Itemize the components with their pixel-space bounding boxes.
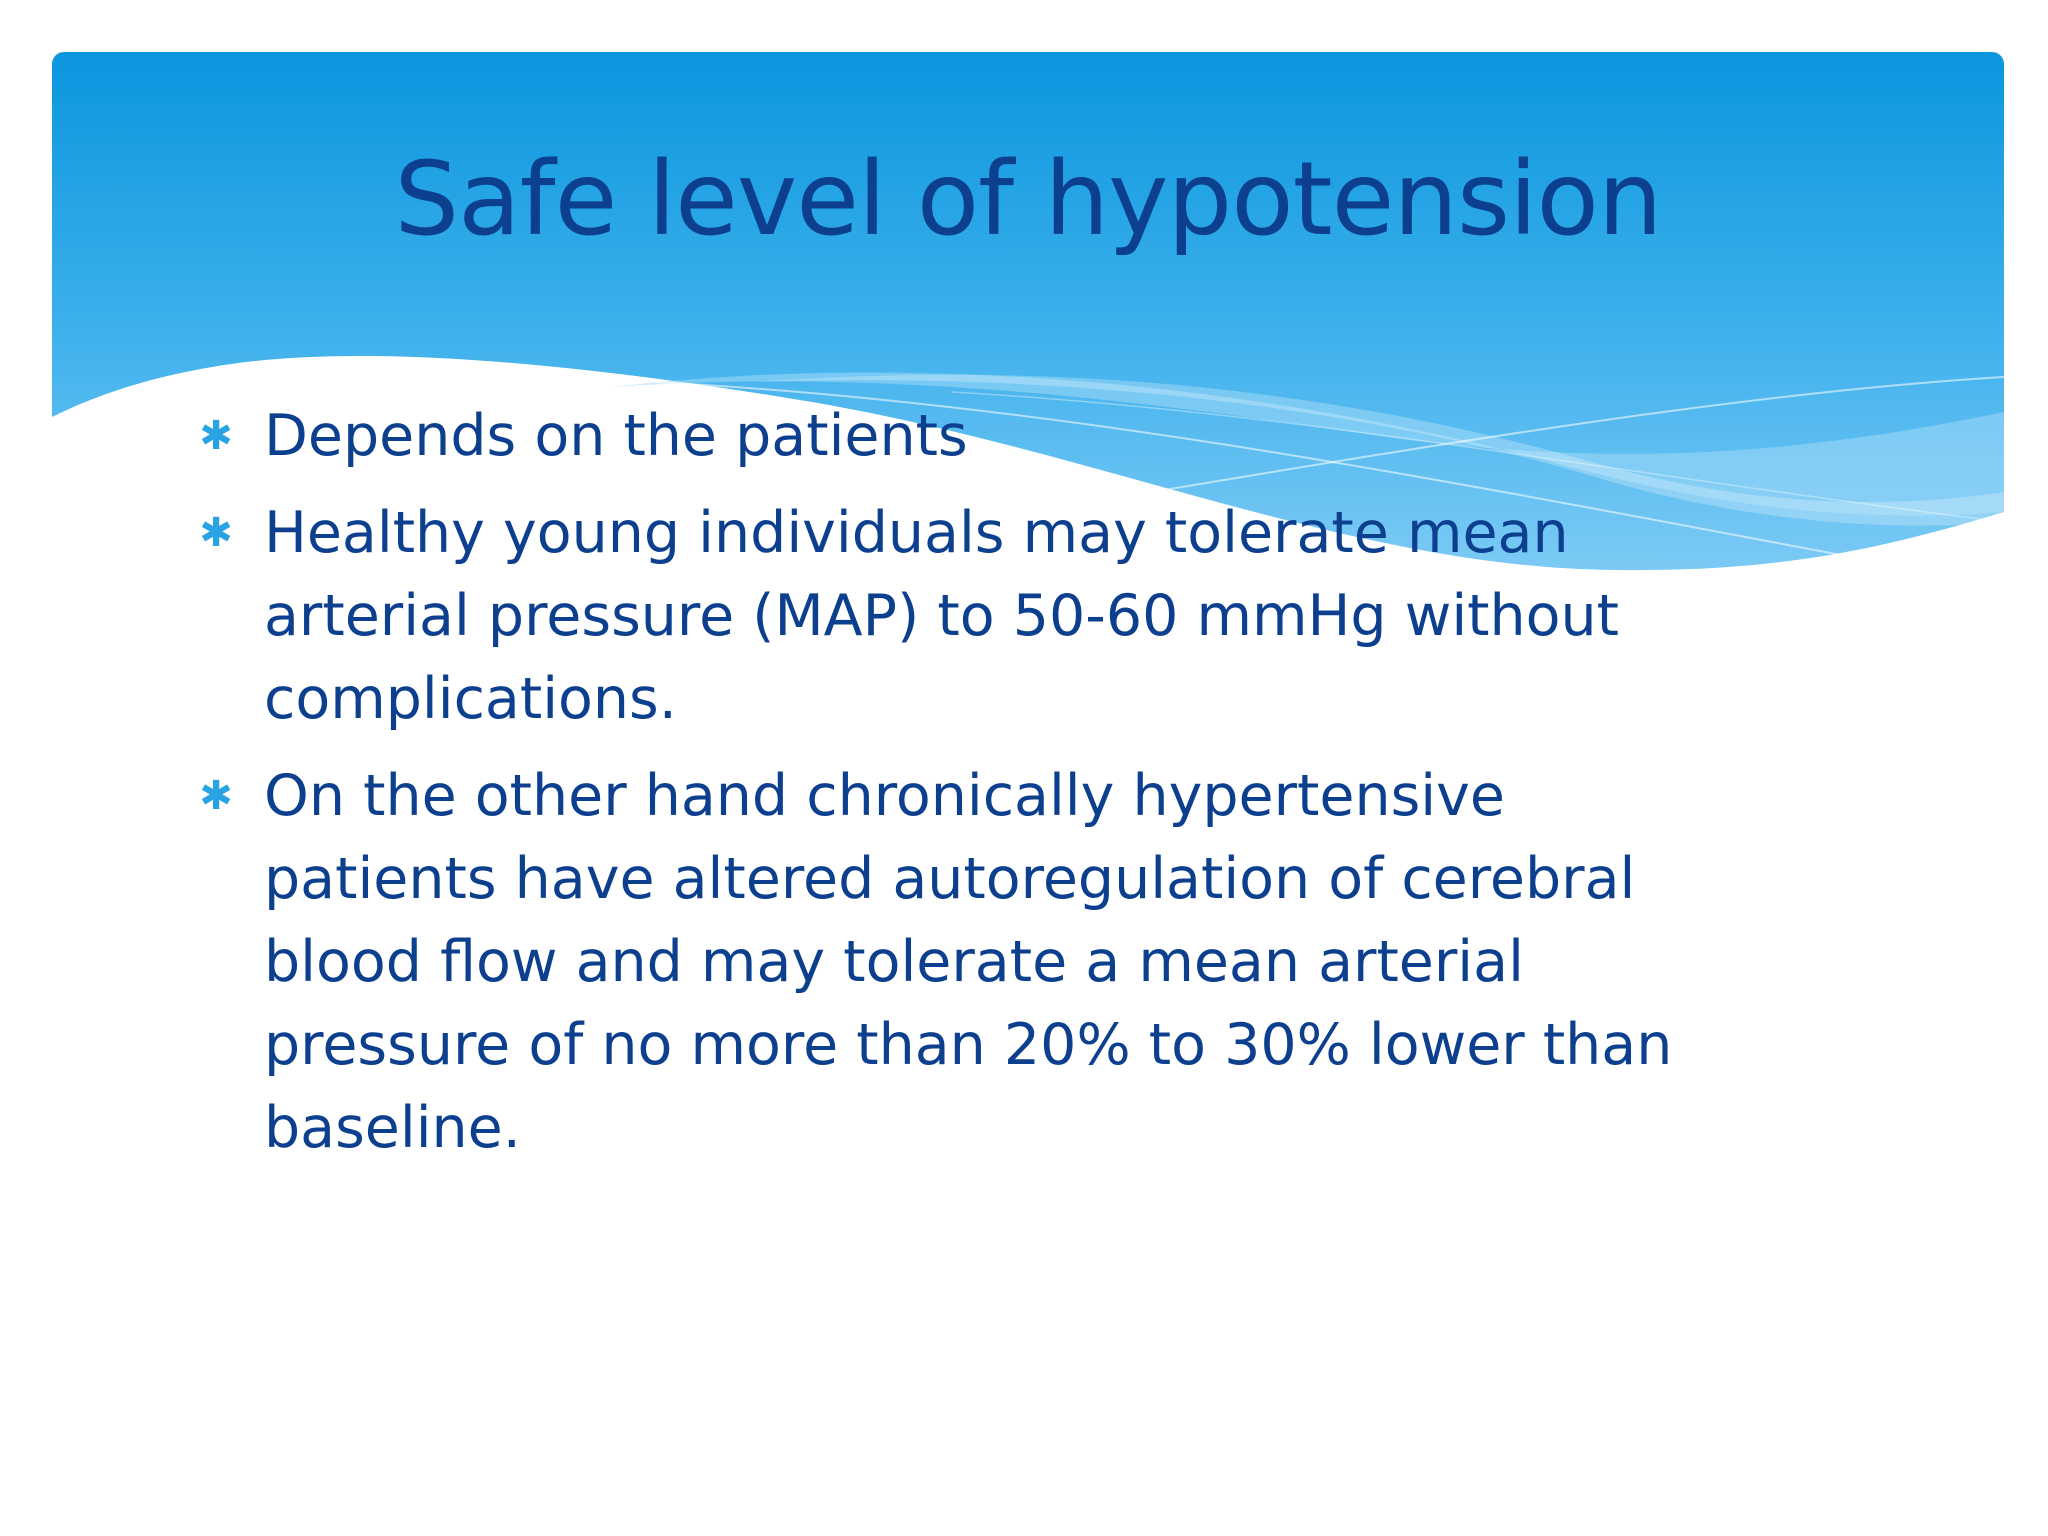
bullet-text: Depends on the patients xyxy=(264,403,968,469)
asterisk-icon: ✱ xyxy=(199,510,233,556)
bullet-list xyxy=(196,395,1716,1184)
bullet-item xyxy=(196,395,1716,478)
bullet-item xyxy=(196,492,1716,741)
asterisk-icon: ✱ xyxy=(199,773,233,819)
asterisk-icon: ✱ xyxy=(199,413,233,459)
slide-title: Safe level of hypotension xyxy=(394,140,1662,259)
bullet-item xyxy=(196,755,1716,1170)
bullet-text: Healthy young individuals may tolerate mean arterial pressure (MAP) to 50-60 mmHg without complications. xyxy=(264,500,1619,732)
bullet-text: On the other hand chronically hypertensive patients have altered autoregulation of cerebral blood flow and may tolerate a mean arterial pressure of no more than 20% to 30% lower than baseline. xyxy=(264,763,1673,1161)
